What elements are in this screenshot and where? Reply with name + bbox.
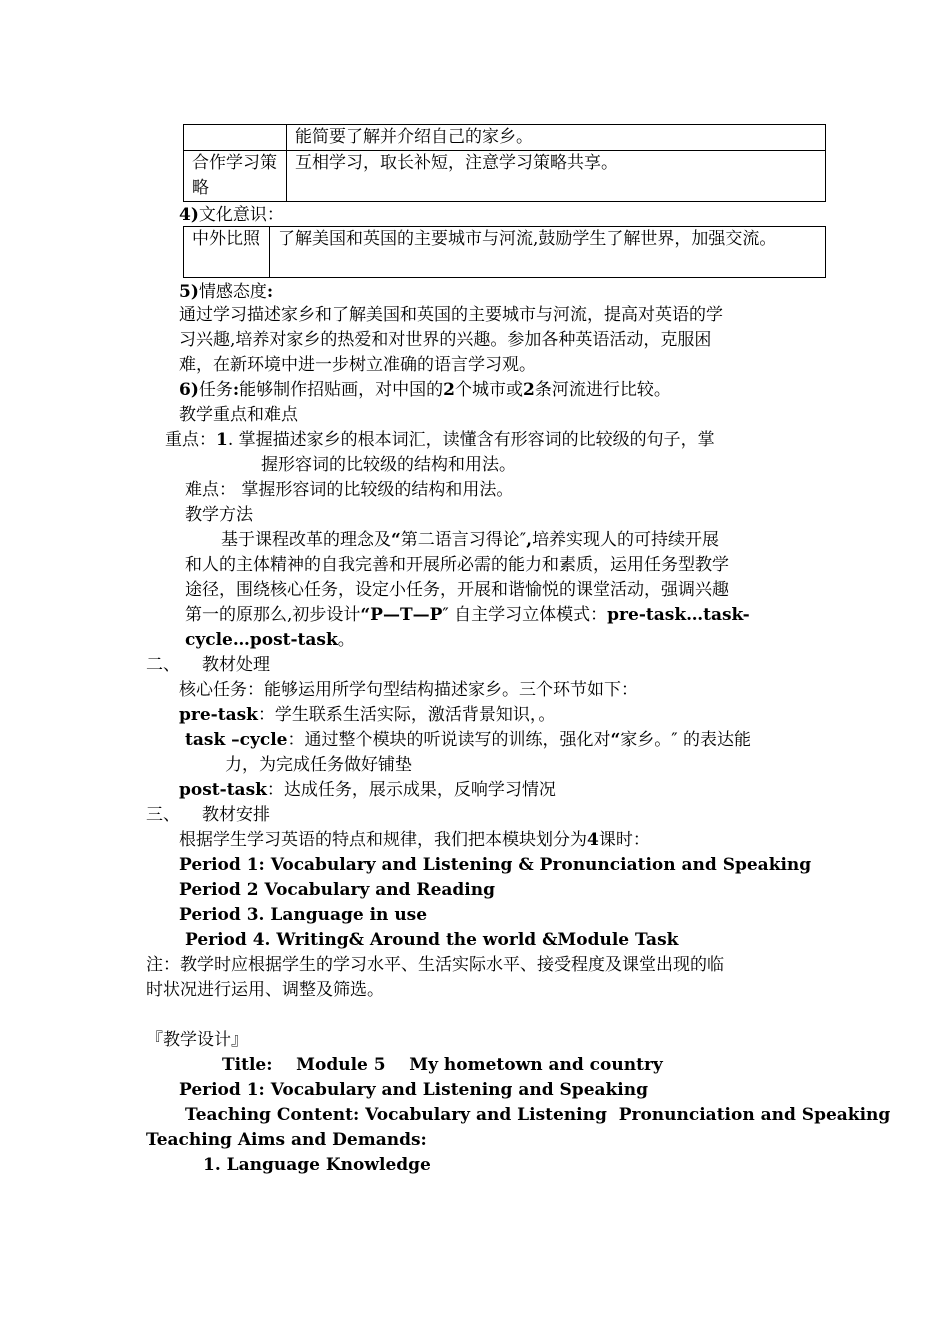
core-task-line: 核心任务：能够运用所学句型结构描述家乡。三个环节如下： xyxy=(179,680,638,700)
task-cycle-line-2: 力，为完成任务做好铺垫 xyxy=(225,755,412,775)
emotion-heading: 5)情感态度: xyxy=(179,282,274,302)
task-cycle-line: task –cycle：通过整个模块的听说读写的训练，强化对“家乡。″ 的表达能 xyxy=(185,730,752,750)
focus-line: 重点：1. 掌握描述家乡的根本词汇，读懂含有形容词的比较级的句子，掌 xyxy=(165,430,715,450)
table-cell-label: 中外比照 xyxy=(184,227,270,278)
focus-line-2: 握形容词的比较级的结构和用法。 xyxy=(261,455,516,475)
design-heading: 『教学设计』 xyxy=(146,1030,248,1050)
emotion-line: 通过学习描述家乡和了解美国和英国的主要城市与河流，提高对英语的学 xyxy=(179,305,723,325)
period-item: Period 4. Writing& Around the world &Module Task xyxy=(185,930,679,950)
table-cell-content: 互相学习，取长补短，注意学习策略共享。 xyxy=(287,151,826,202)
method-line: cycle…post-task。 xyxy=(185,630,355,650)
period-item: Period 3. Language in use xyxy=(179,905,428,925)
periods-intro: 根据学生学习英语的特点和规律，我们把本模块划分为4课时： xyxy=(179,830,650,850)
note-line: 时状况进行运用、调整及筛选。 xyxy=(146,980,384,1000)
section-3-heading: 三、 教材安排 xyxy=(146,805,270,825)
note-line: 注：教学时应根据学生的学习水平、生活实际水平、接受程度及课堂出现的临 xyxy=(146,955,724,975)
method-heading: 教学方法 xyxy=(185,505,253,525)
teaching-aims: Teaching Aims and Demands: xyxy=(146,1130,427,1150)
table-cell-content: 能简要了解并介绍自己的家乡。 xyxy=(287,125,826,151)
method-line: 第一的原那么,初步设计“P—T—P″ 自主学习立体模式：pre-task…task- xyxy=(185,605,750,625)
task-line: 6)任务:能够制作招贴画，对中国的2个城市或2条河流进行比较。 xyxy=(179,380,671,400)
emotion-line: 习兴趣,培养对家乡的热爱和对世界的兴趣。参加各种英语活动，克服困 xyxy=(179,330,712,350)
emotion-line: 难，在新环境中进一步树立准确的语言学习观。 xyxy=(179,355,536,375)
culture-table xyxy=(183,226,826,278)
post-task-line: post-task：达成任务，展示成果，反响学习情况 xyxy=(179,780,556,800)
method-line: 基于课程改革的理念及“第二语言习得论″,培养实现人的可持续开展 xyxy=(221,530,720,550)
section-2-heading: 二、 教材处理 xyxy=(146,655,270,675)
design-period: Period 1: Vocabulary and Listening and Speaking xyxy=(179,1080,649,1100)
design-title: Title: Module 5 My hometown and country xyxy=(222,1055,663,1075)
table-cell-label: 合作学习策略 xyxy=(184,151,287,202)
table-row xyxy=(184,125,826,151)
pre-task-line: pre-task：学生联系生活实际，激活背景知识，。 xyxy=(179,705,556,725)
difficulty-line: 难点： 掌握形容词的比较级的结构和用法。 xyxy=(185,480,514,500)
table-cell-content: 了解美国和英国的主要城市与河流,鼓励学生了解世界，加强交流。 xyxy=(270,227,826,278)
culture-heading: 4)文化意识： xyxy=(179,205,284,225)
teaching-content: Teaching Content: Vocabulary and Listening Pronunciation and Speaking xyxy=(185,1105,891,1125)
language-knowledge: 1. Language Knowledge xyxy=(203,1155,431,1175)
ability-table xyxy=(183,124,826,202)
table-row xyxy=(184,227,826,278)
table-cell-label xyxy=(184,125,287,151)
method-line: 途径，围绕核心任务，设定小任务，开展和谐愉悦的课堂活动，强调兴趣 xyxy=(185,580,729,600)
method-line: 和人的主体精神的自我完善和开展所必需的能力和素质，运用任务型教学 xyxy=(185,555,729,575)
period-item: Period 2 Vocabulary and Reading xyxy=(179,880,495,900)
key-points-heading: 教学重点和难点 xyxy=(179,405,298,425)
period-item: Period 1: Vocabulary and Listening & Pronunciation and Speaking xyxy=(179,855,812,875)
table-row xyxy=(184,151,826,202)
